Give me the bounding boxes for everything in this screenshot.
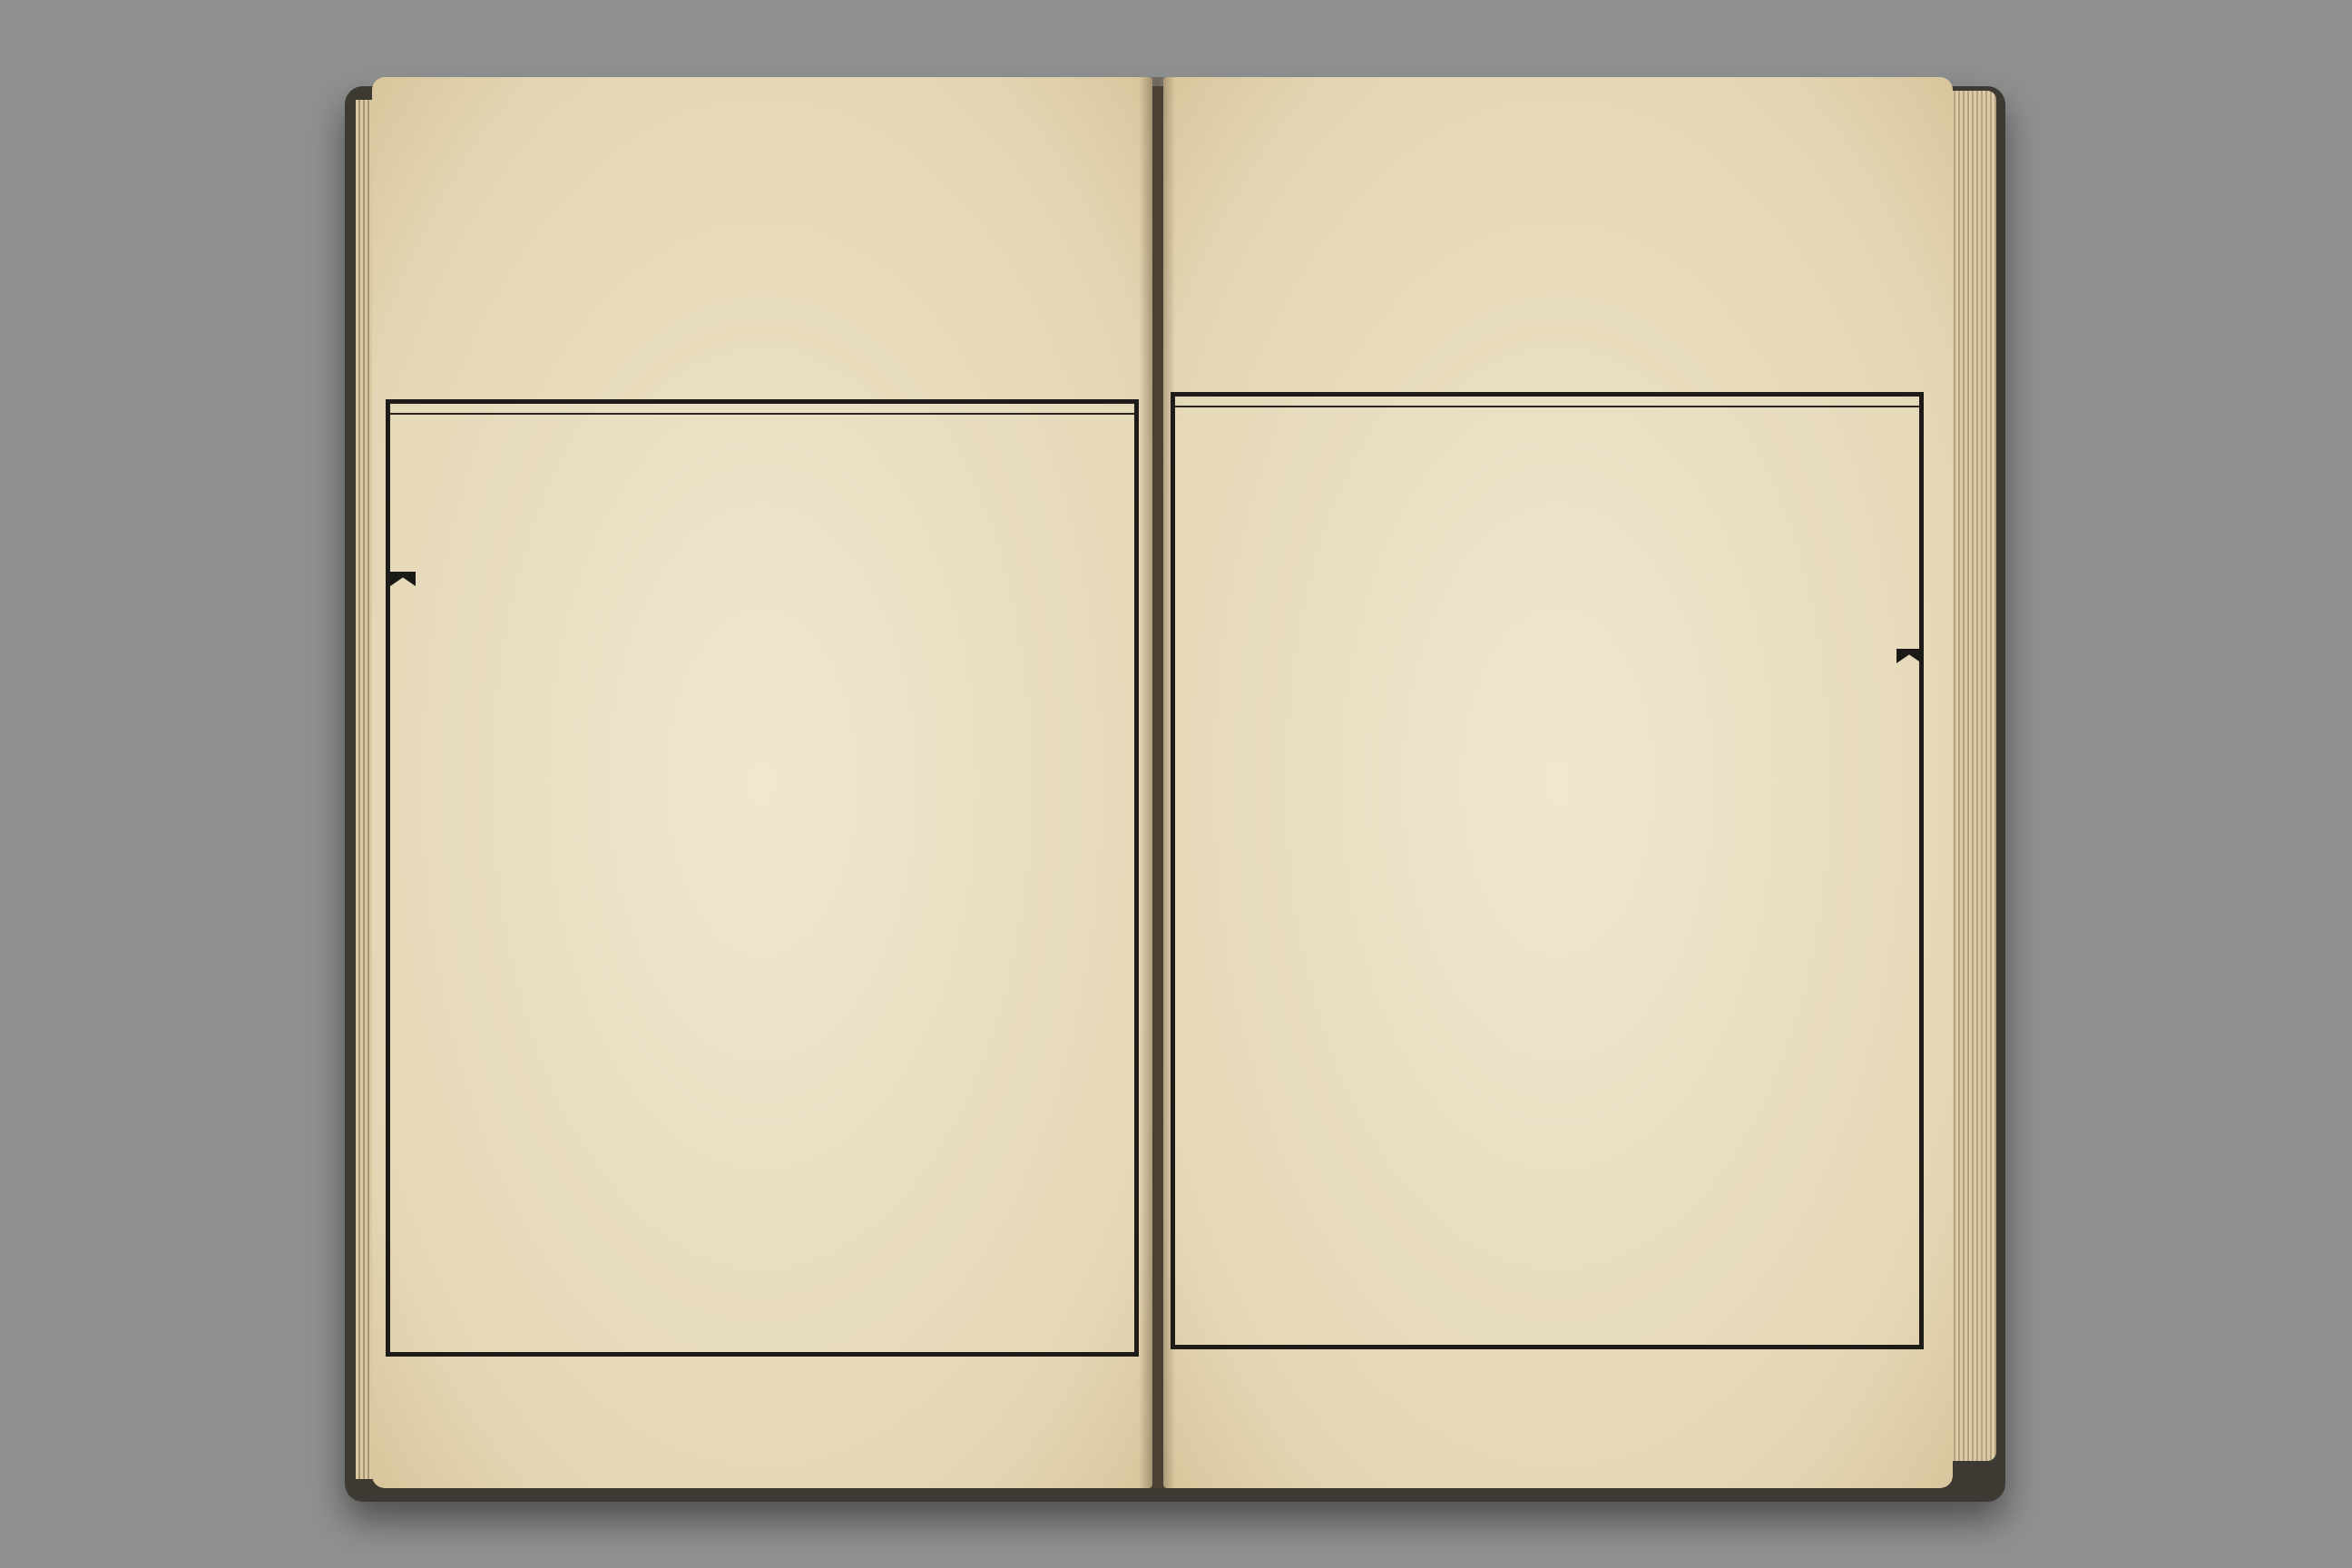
right-page-upper-text bbox=[1706, 86, 1928, 399]
frame-top-rule bbox=[1175, 406, 1919, 407]
frame-top-rule bbox=[390, 413, 1134, 415]
book-gutter bbox=[1139, 77, 1175, 1488]
right-page-frame bbox=[1171, 392, 1924, 1349]
left-page-frame bbox=[386, 399, 1139, 1357]
